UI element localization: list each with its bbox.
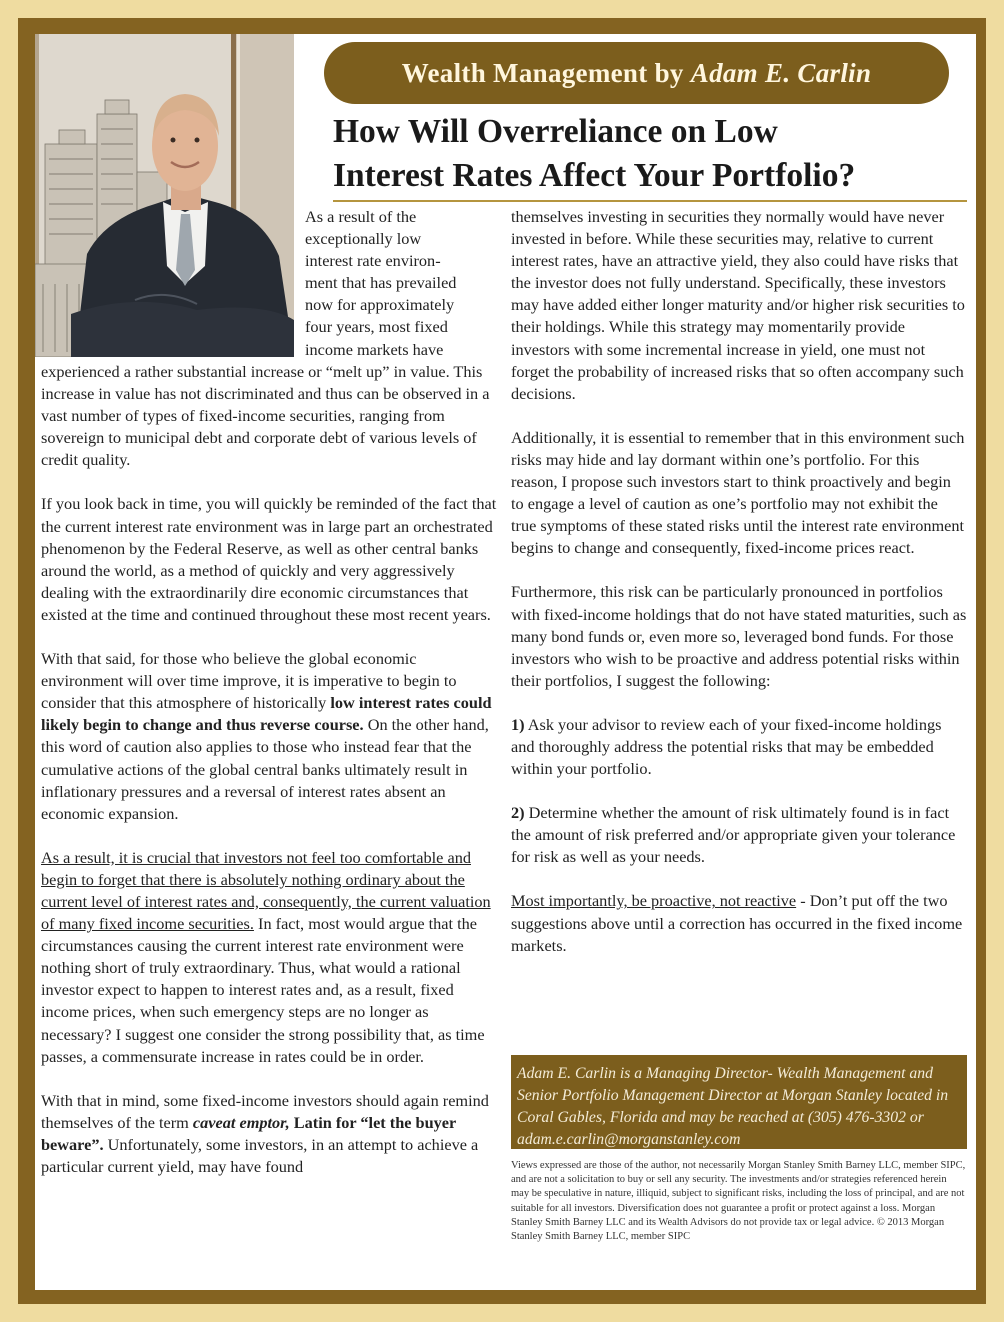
p5-end: Unfortunately, some investors, in an attempt to achieve a particular current yield, may have found [41, 1134, 479, 1176]
intro-wrap [305, 206, 501, 361]
p5-term: caveat emptor, [192, 1112, 290, 1132]
article-page [35, 34, 976, 1290]
intro-line: four years, most fixed [305, 317, 448, 337]
p4-rest: In fact, most would argue that the circumstances causing the current interest rate environment were nothing short of truly extraordinary. Thus, what would a rational investor expect to happen to interest rates and, as a result, fixed income prices, when such emergency steps are no longer as necessary? I suggest one consider the strong possibility that, as time passes, a commensurate increase in rates could be in order. [41, 914, 485, 1066]
suggestion-2 [511, 802, 967, 868]
intro-line: As a result of the [305, 207, 417, 226]
page-title [333, 110, 973, 198]
suggestion-2-text: Determine whether the amount of risk ultimately found is in fact the amount of risk preferred and/or appropriate given your tolerance for risk as well as your needs. [511, 803, 956, 867]
paragraph-5 [41, 1090, 497, 1178]
intro-line: exceptionally low [305, 229, 422, 249]
p4-underlined: As a result, it is crucial that investors not feel too comfortable and begin to forget that there is absolutely nothing ordinary about the current level of interest rates and, consequently, the current valuation of many fixed income securities. [41, 847, 491, 934]
suggestion-2-number: 2) [511, 803, 525, 823]
p3-end: On the other hand, this word of caution also applies to those who instead fear that the cumulative actions of the global central banks ultimately result in inflationary pressures and a reversal of interest rates absent an economic expansion. [41, 715, 489, 823]
paragraph-4 [41, 847, 497, 1068]
banner-author: Adam E. Carlin [690, 58, 872, 88]
paragraph-7: Additionally, it is essential to remember that in this environment such risks may hide and lay dormant within one’s portfolio. For this reason, I propose such investors start to think proactively and begin to engage a level of caution as one’s portfolio may not exhibit the true symptoms of these stated risks until the interest rate environment begins to change and consequently, fixed-income prices react. [511, 427, 965, 558]
column-banner [324, 42, 949, 104]
right-column [511, 206, 967, 957]
legal-disclaimer: Views expressed are those of the author, not necessarily Morgan Stanley Smith Barney LLC, member SIPC, and are not a solicitation to buy or sell any security. The investments and/or strategies referenced herein may be speculative in nature, illiquid, subject to significant risks, including the loss of principal, and are not suitable for all investors. Diversification does not guarantee a profit or protect against a loss. Morgan Stanley Smith Barney LLC and its Wealth Advisors do not provide tax or legal advice. © 2013 Morgan Stanley Smith Barney LLC, member SIPC [511, 1160, 966, 1243]
title-line-2: Interest Rates Affect Your Portfolio? [333, 157, 856, 194]
p5-start: With that in mind, some fixed-income investors should again remind themselves of the term [41, 1090, 489, 1132]
title-rule [333, 200, 967, 202]
author-bio-box [511, 1055, 967, 1149]
suggestion-1-text: Ask your advisor to review each of your fixed-income holdings and thoroughly address the potential risks that may be embedded within your portfolio. [511, 714, 942, 779]
paragraph-1-continued: experienced a rather substantial increase or “melt up” in value. This increase in value has not discriminated and thus can be observed in a vast number of types of fixed-income securities, ranging from sovereign to municipal debt and corporate debt of various levels of credit quality. [41, 362, 490, 470]
paragraph-3 [41, 648, 497, 825]
intro-line: ment that has prevailed [305, 273, 457, 293]
left-column [41, 361, 497, 1178]
closing-underlined: Most importantly, be proactive, not reactive [511, 891, 797, 911]
title-line-1: How Will Overreliance on Low [333, 113, 778, 150]
paragraph-8: Furthermore, this risk can be particularly pronounced in portfolios with fixed-income holdings that do not have stated maturities, such as many bond funds or, even more so, leveraged bond funds. For those investors who wish to be proactive and address potential risks within their portfolios, I suggest the following: [511, 582, 967, 690]
intro-line: income markets have [305, 339, 444, 359]
banner-prefix: Wealth Management by [401, 58, 684, 88]
intro-line: now for approximately [305, 295, 455, 315]
p3-emphasis: low interest rates could likely begin to change and thus reverse course. [41, 693, 492, 735]
intro-line: interest rate environ- [305, 251, 441, 271]
closing-rest: - Don’t put off the two suggestions above until a correction has occurred in the fixed income markets. [511, 891, 963, 955]
author-bio: Adam E. Carlin is a Managing Director- Wealth Management and Senior Portfolio Management Director at Morgan Stanley located in Coral Gables, Florida and may be reached at (305) 476-3302 or adam.e.carlin@morganstanley.com [517, 1065, 949, 1148]
p5-emphasis: Latin for “let the buyer beware”. [41, 1112, 456, 1154]
suggestion-1-number: 1) [511, 714, 525, 734]
closing-paragraph [511, 890, 967, 956]
paragraph-2: If you look back in time, you will quickly be reminded of the fact that the current interest rate environment was in large part an orchestrated phenomenon by the Federal Reserve, as well as other central banks around the world, as a method of quickly and very aggressively dealing with the extraordinarily dire economic circumstances that existed at the time and continued throughout these most recent years. [41, 494, 497, 624]
p3-start: With that said, for those who believe the global economic environment will over time improve, it is imperative to begin to consider that this atmosphere of historically [41, 649, 457, 713]
author-photo [35, 34, 294, 357]
suggestion-1 [511, 714, 967, 780]
paragraph-6: themselves investing in securities they normally would have never invested in before. While these securities may, relative to current interest rates, have an attractive yield, they also could have risks that the investor does not fully understand. Specifically, these investors may have added either longer maturity and/or higher risk securities to their holdings. While this strategy may momentarily provide investors with some incremental increase in yield, one must not forget the probability of increased risks that so often accompany such decisions. [511, 207, 965, 403]
